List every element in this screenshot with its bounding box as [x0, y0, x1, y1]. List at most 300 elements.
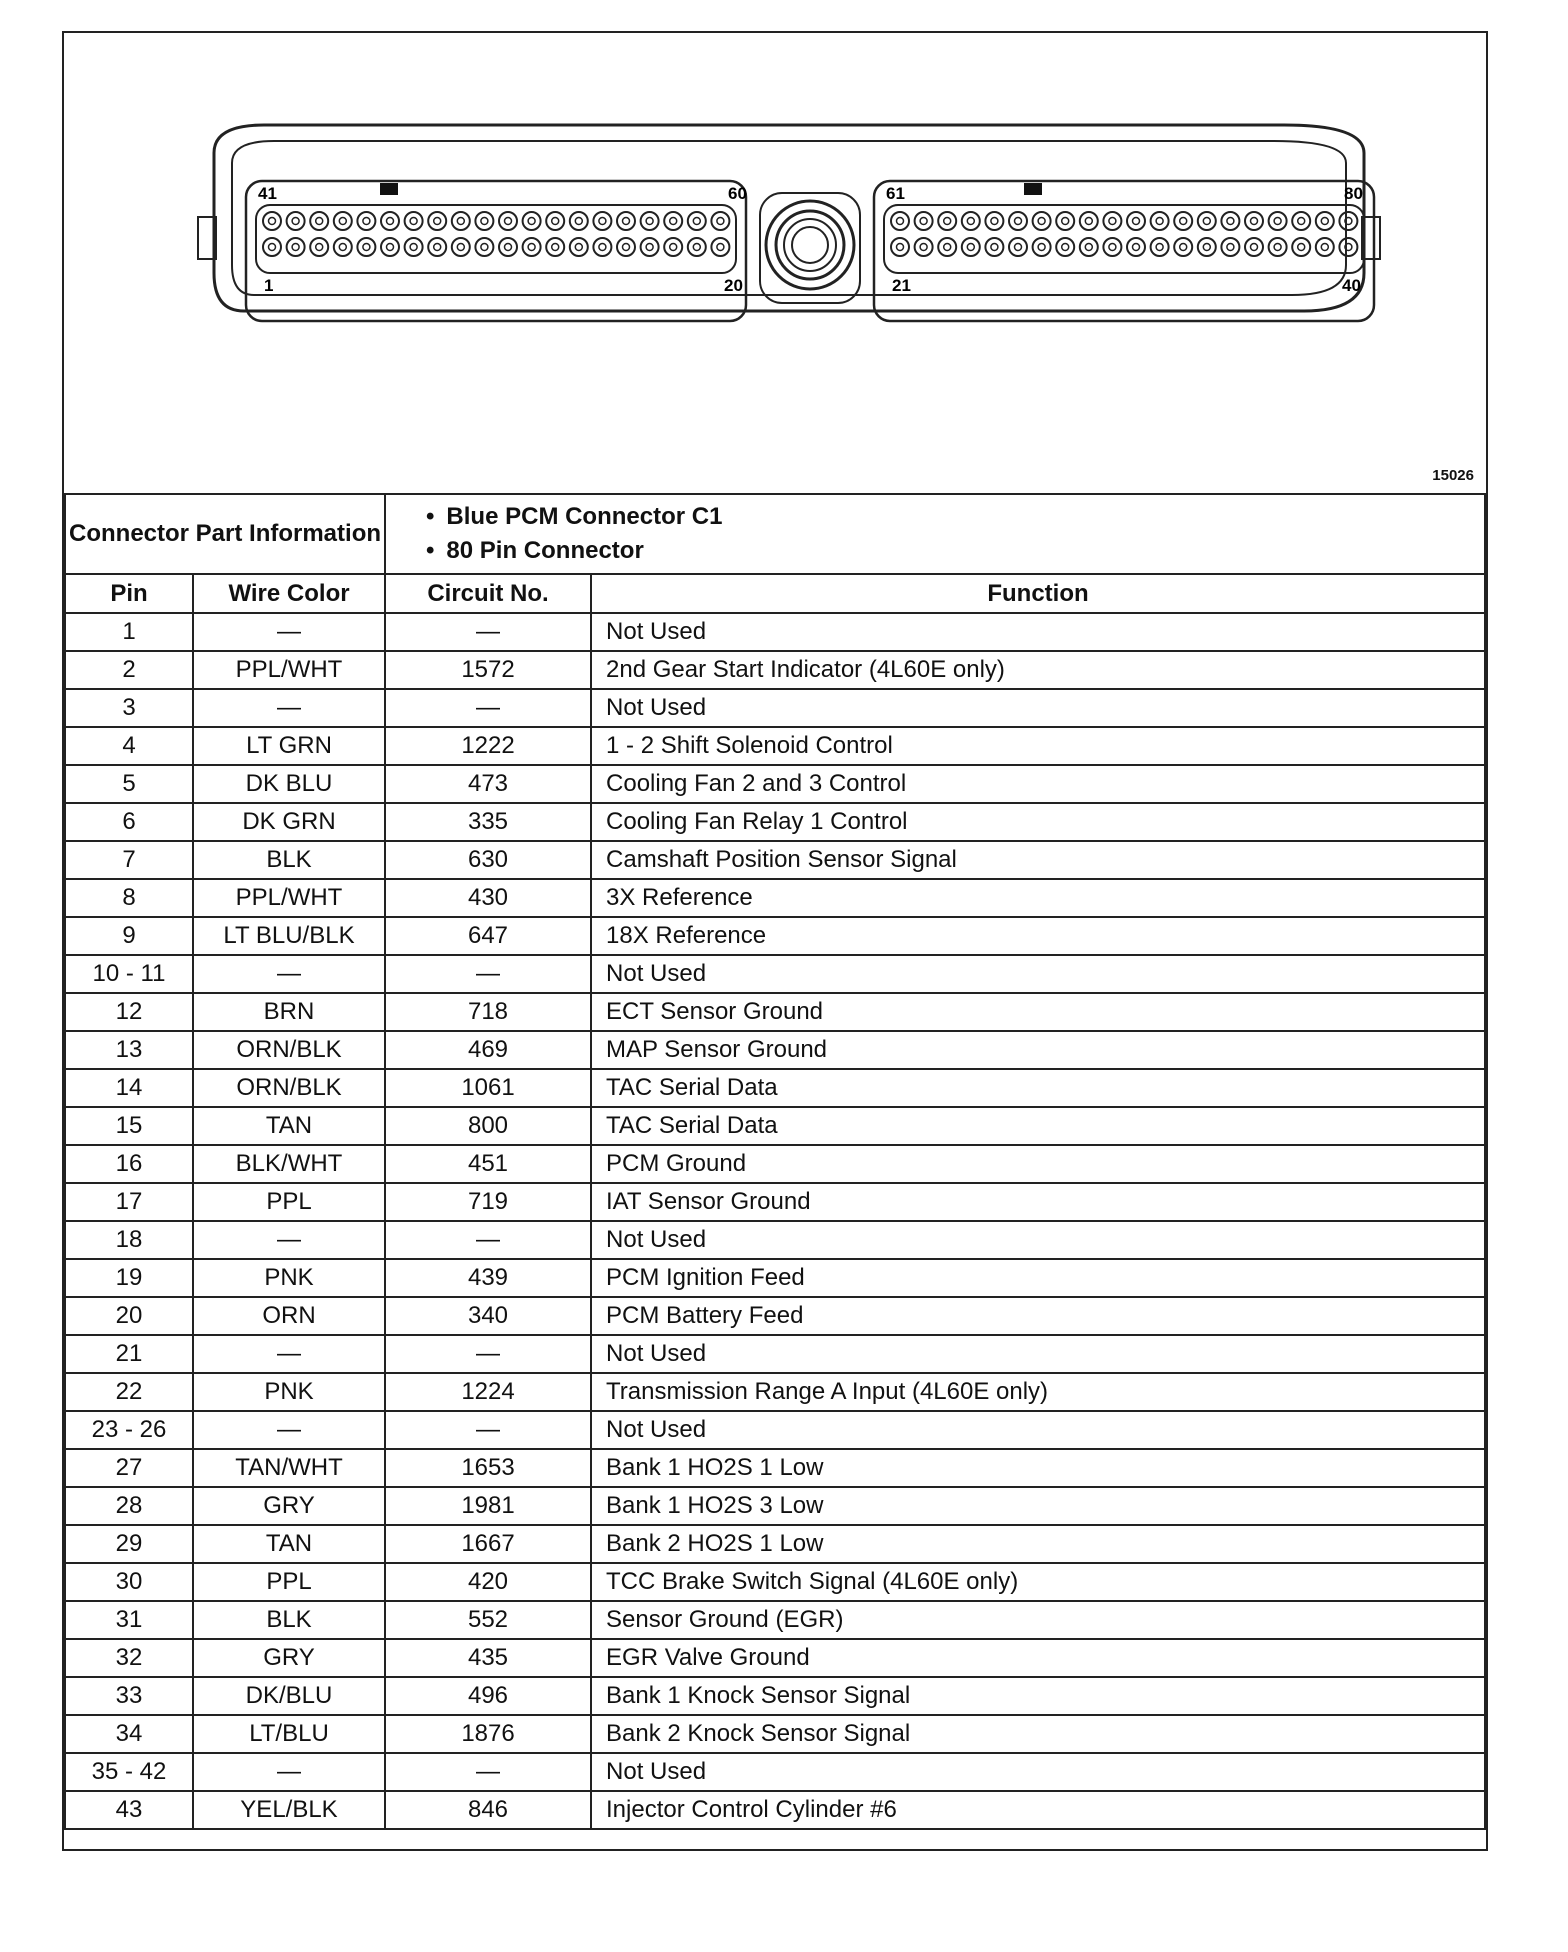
- cell-function: PCM Ignition Feed: [591, 1259, 1485, 1297]
- cell-pin: 19: [65, 1259, 193, 1297]
- pin-contact: [646, 218, 653, 225]
- pin-cavity: [1080, 238, 1098, 256]
- pin-contact: [920, 244, 927, 251]
- cell-circuit-no: —: [385, 613, 591, 651]
- cell-pin: 1: [65, 613, 193, 651]
- cell-pin: 20: [65, 1297, 193, 1335]
- pin-cavity: [1292, 238, 1310, 256]
- pin-contact: [339, 244, 346, 251]
- cell-function: Bank 1 Knock Sensor Signal: [591, 1677, 1485, 1715]
- table-row: [65, 993, 1485, 1031]
- pin-cavity: [915, 212, 933, 230]
- pin-cavity: [263, 212, 281, 230]
- pin-cavity: [641, 212, 659, 230]
- cell-wire-color: PNK: [193, 1373, 385, 1411]
- header-function: Function: [591, 574, 1485, 613]
- cell-function: Bank 2 Knock Sensor Signal: [591, 1715, 1485, 1753]
- pin-contact: [1321, 218, 1328, 225]
- pin-contact: [363, 218, 370, 225]
- right-pin-row-frame: [884, 205, 1364, 273]
- pin-contact: [991, 218, 998, 225]
- pin-contact: [1321, 244, 1328, 251]
- cell-circuit-no: 1224: [385, 1373, 591, 1411]
- cell-pin: 35 - 42: [65, 1753, 193, 1791]
- pin-cavity: [711, 238, 729, 256]
- pin-contact: [1298, 244, 1305, 251]
- pin-cavity: [1127, 238, 1145, 256]
- table-row: [65, 841, 1485, 879]
- cell-function: TAC Serial Data: [591, 1107, 1485, 1145]
- pin-contact: [1227, 218, 1234, 225]
- pin-cavity: [1033, 212, 1051, 230]
- cell-wire-color: BRN: [193, 993, 385, 1031]
- pin-cavity: [475, 212, 493, 230]
- pin-cavity: [475, 238, 493, 256]
- pin-contact: [552, 218, 559, 225]
- cell-wire-color: TAN: [193, 1525, 385, 1563]
- cell-pin: 2: [65, 651, 193, 689]
- pin-cavity: [1103, 212, 1121, 230]
- header-pin: Pin: [65, 574, 193, 613]
- pin-contact: [481, 218, 488, 225]
- pin-label-60: 60: [728, 184, 747, 203]
- pin-contact: [1274, 244, 1281, 251]
- pin-cavity: [1198, 212, 1216, 230]
- pin-contact: [670, 244, 677, 251]
- cell-function: IAT Sensor Ground: [591, 1183, 1485, 1221]
- pin-cavity: [1151, 212, 1169, 230]
- pin-cavity: [523, 212, 541, 230]
- cell-circuit-no: —: [385, 1753, 591, 1791]
- pin-contact: [1015, 244, 1022, 251]
- cell-function: Not Used: [591, 613, 1485, 651]
- header-circuit-no: Circuit No.: [385, 574, 591, 613]
- cell-function: ECT Sensor Ground: [591, 993, 1485, 1031]
- right-pin-rows: [891, 212, 1357, 256]
- pin-cavity: [334, 212, 352, 230]
- cell-wire-color: —: [193, 1335, 385, 1373]
- pin-contact: [1274, 218, 1281, 225]
- cell-wire-color: PPL: [193, 1563, 385, 1601]
- cell-circuit-no: 439: [385, 1259, 591, 1297]
- cell-circuit-no: 340: [385, 1297, 591, 1335]
- pin-contact: [1133, 244, 1140, 251]
- pin-cavity: [1174, 238, 1192, 256]
- cell-circuit-no: 469: [385, 1031, 591, 1069]
- connector-diagram: [64, 33, 1486, 493]
- pin-label-80: 80: [1344, 184, 1363, 203]
- cell-circuit-no: 1653: [385, 1449, 591, 1487]
- pin-cavity: [1221, 212, 1239, 230]
- pin-contact: [292, 244, 299, 251]
- pin-contact: [1109, 218, 1116, 225]
- pin-cavity: [688, 212, 706, 230]
- table-row: [65, 1487, 1485, 1525]
- pin-label-21: 21: [892, 276, 911, 295]
- cell-wire-color: PPL: [193, 1183, 385, 1221]
- table-row: [65, 1297, 1485, 1335]
- table-row: [65, 1069, 1485, 1107]
- cell-circuit-no: 1876: [385, 1715, 591, 1753]
- pin-cavity: [985, 212, 1003, 230]
- cell-wire-color: ORN/BLK: [193, 1031, 385, 1069]
- cell-circuit-no: 1981: [385, 1487, 591, 1525]
- pin-contact: [552, 244, 559, 251]
- cell-wire-color: BLK/WHT: [193, 1145, 385, 1183]
- cell-circuit-no: 718: [385, 993, 591, 1031]
- pin-cavity: [546, 238, 564, 256]
- cell-wire-color: PPL/WHT: [193, 651, 385, 689]
- table-row: [65, 1449, 1485, 1487]
- cell-wire-color: BLK: [193, 1601, 385, 1639]
- pin-cavity: [1009, 212, 1027, 230]
- pin-cavity: [1198, 238, 1216, 256]
- cell-wire-color: BLK: [193, 841, 385, 879]
- pin-contact: [1180, 244, 1187, 251]
- cell-circuit-no: 335: [385, 803, 591, 841]
- pin-cavity: [1151, 238, 1169, 256]
- pin-contact: [1038, 218, 1045, 225]
- pin-contact: [434, 244, 441, 251]
- table-row: [65, 1373, 1485, 1411]
- pin-contact: [316, 218, 323, 225]
- pin-cavity: [1245, 212, 1263, 230]
- pin-contact: [457, 218, 464, 225]
- cell-circuit-no: —: [385, 1221, 591, 1259]
- pinout-sheet: [62, 31, 1488, 1851]
- cell-circuit-no: 1667: [385, 1525, 591, 1563]
- cell-wire-color: PNK: [193, 1259, 385, 1297]
- cell-circuit-no: 496: [385, 1677, 591, 1715]
- cell-circuit-no: 435: [385, 1639, 591, 1677]
- table-row: [65, 689, 1485, 727]
- pin-cavity: [334, 238, 352, 256]
- cell-pin: 9: [65, 917, 193, 955]
- left-pin-block: [246, 181, 746, 321]
- pin-contact: [693, 244, 700, 251]
- pin-contact: [575, 218, 582, 225]
- pin-cavity: [1292, 212, 1310, 230]
- cell-circuit-no: 1222: [385, 727, 591, 765]
- pinout-table: [64, 493, 1486, 1830]
- pin-cavity: [570, 212, 588, 230]
- table-row: [65, 1411, 1485, 1449]
- connector-info-item: • Blue PCM Connector C1: [426, 500, 1484, 534]
- pin-cavity: [1269, 238, 1287, 256]
- left-pin-rows: [263, 212, 729, 256]
- pin-cavity: [357, 212, 375, 230]
- cell-pin: 43: [65, 1791, 193, 1829]
- cell-pin: 15: [65, 1107, 193, 1145]
- cell-pin: 33: [65, 1677, 193, 1715]
- pin-cavity: [711, 212, 729, 230]
- pin-cavity: [617, 238, 635, 256]
- pin-cavity: [263, 238, 281, 256]
- pin-contact: [387, 218, 394, 225]
- cell-pin: 3: [65, 689, 193, 727]
- cell-wire-color: LT/BLU: [193, 1715, 385, 1753]
- table-row: [65, 1259, 1485, 1297]
- cell-circuit-no: —: [385, 1335, 591, 1373]
- cell-pin: 30: [65, 1563, 193, 1601]
- cell-wire-color: —: [193, 1411, 385, 1449]
- pin-contact: [1085, 218, 1092, 225]
- connector-info-row: [65, 494, 1485, 574]
- center-post-ring-4: [792, 227, 828, 263]
- cell-wire-color: LT GRN: [193, 727, 385, 765]
- cell-function: Not Used: [591, 1753, 1485, 1791]
- cell-circuit-no: 451: [385, 1145, 591, 1183]
- figure-number: 15026: [1432, 467, 1474, 484]
- table-row: [65, 1221, 1485, 1259]
- cell-wire-color: LT BLU/BLK: [193, 917, 385, 955]
- cell-function: Not Used: [591, 1221, 1485, 1259]
- pin-contact: [944, 244, 951, 251]
- pin-cavity: [310, 238, 328, 256]
- pin-contact: [528, 218, 535, 225]
- cell-pin: 18: [65, 1221, 193, 1259]
- pin-cavity: [985, 238, 1003, 256]
- pin-contact: [269, 218, 276, 225]
- pin-contact: [599, 218, 606, 225]
- pin-contact: [1085, 244, 1092, 251]
- pin-contact: [944, 218, 951, 225]
- cell-function: PCM Battery Feed: [591, 1297, 1485, 1335]
- cell-wire-color: GRY: [193, 1487, 385, 1525]
- pin-contact: [410, 244, 417, 251]
- cell-wire-color: DK BLU: [193, 765, 385, 803]
- pin-contact: [1109, 244, 1116, 251]
- cell-circuit-no: 800: [385, 1107, 591, 1145]
- table-row: [65, 1145, 1485, 1183]
- cell-circuit-no: 430: [385, 879, 591, 917]
- pin-cavity: [1174, 212, 1192, 230]
- cell-function: Not Used: [591, 955, 1485, 993]
- cell-pin: 32: [65, 1639, 193, 1677]
- pin-cavity: [664, 212, 682, 230]
- cell-circuit-no: —: [385, 689, 591, 727]
- pin-cavity: [938, 212, 956, 230]
- pin-contact: [920, 218, 927, 225]
- pin-cavity: [688, 238, 706, 256]
- pin-contact: [897, 218, 904, 225]
- table-row: [65, 613, 1485, 651]
- pin-contact: [339, 218, 346, 225]
- cell-pin: 14: [65, 1069, 193, 1107]
- pin-cavity: [1103, 238, 1121, 256]
- cell-wire-color: —: [193, 613, 385, 651]
- table-row: [65, 1183, 1485, 1221]
- pin-cavity: [593, 212, 611, 230]
- pin-cavity: [546, 212, 564, 230]
- pin-contact: [575, 244, 582, 251]
- table-row: [65, 765, 1485, 803]
- table-row: [65, 1031, 1485, 1069]
- pin-contact: [693, 218, 700, 225]
- pin-cavity: [1339, 212, 1357, 230]
- cell-function: Bank 1 HO2S 3 Low: [591, 1487, 1485, 1525]
- cell-pin: 31: [65, 1601, 193, 1639]
- pin-contact: [717, 244, 724, 251]
- cell-function: Not Used: [591, 1335, 1485, 1373]
- cell-function: Not Used: [591, 1411, 1485, 1449]
- cell-pin: 7: [65, 841, 193, 879]
- pin-cavity: [962, 212, 980, 230]
- cell-function: 2nd Gear Start Indicator (4L60E only): [591, 651, 1485, 689]
- pin-contact: [1298, 218, 1305, 225]
- cell-pin: 23 - 26: [65, 1411, 193, 1449]
- cell-function: 18X Reference: [591, 917, 1485, 955]
- pin-contact: [1227, 244, 1234, 251]
- cell-circuit-no: 647: [385, 917, 591, 955]
- pin-contact: [717, 218, 724, 225]
- cell-pin: 29: [65, 1525, 193, 1563]
- pin-contact: [1203, 244, 1210, 251]
- cell-wire-color: DK GRN: [193, 803, 385, 841]
- cell-pin: 6: [65, 803, 193, 841]
- pin-contact: [646, 244, 653, 251]
- pin-cavity: [499, 212, 517, 230]
- pin-label-61: 61: [886, 184, 905, 203]
- pin-contact: [991, 244, 998, 251]
- cell-function: Cooling Fan Relay 1 Control: [591, 803, 1485, 841]
- pin-cavity: [310, 212, 328, 230]
- table-row: [65, 1335, 1485, 1373]
- pin-label-41: 41: [258, 184, 277, 203]
- pin-cavity: [617, 212, 635, 230]
- pin-contact: [269, 244, 276, 251]
- cell-wire-color: YEL/BLK: [193, 1791, 385, 1829]
- pin-cavity: [405, 238, 423, 256]
- pin-cavity: [593, 238, 611, 256]
- right-key: [1024, 183, 1042, 195]
- cell-wire-color: —: [193, 1753, 385, 1791]
- pin-contact: [434, 218, 441, 225]
- cell-pin: 27: [65, 1449, 193, 1487]
- pin-contact: [1251, 244, 1258, 251]
- cell-pin: 12: [65, 993, 193, 1031]
- table-row: [65, 727, 1485, 765]
- pin-cavity: [1033, 238, 1051, 256]
- left-key: [380, 183, 398, 195]
- pin-contact: [967, 244, 974, 251]
- pin-cavity: [428, 238, 446, 256]
- pin-cavity: [1009, 238, 1027, 256]
- table-row: [65, 955, 1485, 993]
- pin-cavity: [452, 212, 470, 230]
- cell-circuit-no: 1061: [385, 1069, 591, 1107]
- cell-function: Bank 1 HO2S 1 Low: [591, 1449, 1485, 1487]
- pin-cavity: [891, 238, 909, 256]
- pin-cavity: [287, 238, 305, 256]
- cell-pin: 34: [65, 1715, 193, 1753]
- cell-wire-color: ORN/BLK: [193, 1069, 385, 1107]
- cell-function: MAP Sensor Ground: [591, 1031, 1485, 1069]
- connector-diagram-area: [64, 33, 1486, 493]
- cell-pin: 13: [65, 1031, 193, 1069]
- cell-pin: 4: [65, 727, 193, 765]
- pin-contact: [967, 218, 974, 225]
- pin-contact: [528, 244, 535, 251]
- cell-circuit-no: 630: [385, 841, 591, 879]
- cell-circuit-no: 473: [385, 765, 591, 803]
- pin-contact: [505, 244, 512, 251]
- pin-contact: [1156, 218, 1163, 225]
- cell-wire-color: PPL/WHT: [193, 879, 385, 917]
- pin-cavity: [499, 238, 517, 256]
- cell-circuit-no: 1572: [385, 651, 591, 689]
- table-row: [65, 879, 1485, 917]
- pin-contact: [505, 218, 512, 225]
- pin-contact: [457, 244, 464, 251]
- pin-contact: [1156, 244, 1163, 251]
- pin-cavity: [570, 238, 588, 256]
- cell-wire-color: DK/BLU: [193, 1677, 385, 1715]
- table-row: [65, 917, 1485, 955]
- cell-wire-color: TAN: [193, 1107, 385, 1145]
- pin-contact: [1015, 218, 1022, 225]
- pin-contact: [1251, 218, 1258, 225]
- table-row: [65, 1639, 1485, 1677]
- table-row: [65, 803, 1485, 841]
- pin-cavity: [405, 212, 423, 230]
- cell-function: Sensor Ground (EGR): [591, 1601, 1485, 1639]
- cell-function: TCC Brake Switch Signal (4L60E only): [591, 1563, 1485, 1601]
- cell-function: 1 - 2 Shift Solenoid Control: [591, 727, 1485, 765]
- table-row: [65, 1107, 1485, 1145]
- pin-cavity: [1269, 212, 1287, 230]
- cell-function: Transmission Range A Input (4L60E only): [591, 1373, 1485, 1411]
- cell-pin: 21: [65, 1335, 193, 1373]
- pin-cavity: [664, 238, 682, 256]
- pin-contact: [1133, 218, 1140, 225]
- pin-cavity: [1221, 238, 1239, 256]
- cell-function: Bank 2 HO2S 1 Low: [591, 1525, 1485, 1563]
- table-row: [65, 651, 1485, 689]
- pin-cavity: [357, 238, 375, 256]
- cell-function: PCM Ground: [591, 1145, 1485, 1183]
- cell-wire-color: —: [193, 955, 385, 993]
- connector-info-label: Connector Part Information: [65, 494, 385, 574]
- connector-info-item: • 80 Pin Connector: [426, 534, 1484, 568]
- pin-cavity: [1245, 238, 1263, 256]
- pin-label-40: 40: [1342, 276, 1361, 295]
- cell-circuit-no: 420: [385, 1563, 591, 1601]
- pin-cavity: [1080, 212, 1098, 230]
- cell-pin: 5: [65, 765, 193, 803]
- table-row: [65, 1715, 1485, 1753]
- cell-wire-color: —: [193, 689, 385, 727]
- cell-pin: 10 - 11: [65, 955, 193, 993]
- pin-contact: [292, 218, 299, 225]
- pin-cavity: [1339, 238, 1357, 256]
- pin-cavity: [1127, 212, 1145, 230]
- pin-cavity: [523, 238, 541, 256]
- pin-cavity: [891, 212, 909, 230]
- pin-contact: [1062, 218, 1069, 225]
- pin-cavity: [938, 238, 956, 256]
- pin-contact: [387, 244, 394, 251]
- table-row: [65, 1677, 1485, 1715]
- pin-contact: [1038, 244, 1045, 251]
- pin-label-1: 1: [264, 276, 274, 295]
- cell-pin: 16: [65, 1145, 193, 1183]
- table-row: [65, 1601, 1485, 1639]
- cell-pin: 17: [65, 1183, 193, 1221]
- right-pin-block: [874, 181, 1374, 321]
- pin-contact: [897, 244, 904, 251]
- table-row: [65, 1791, 1485, 1829]
